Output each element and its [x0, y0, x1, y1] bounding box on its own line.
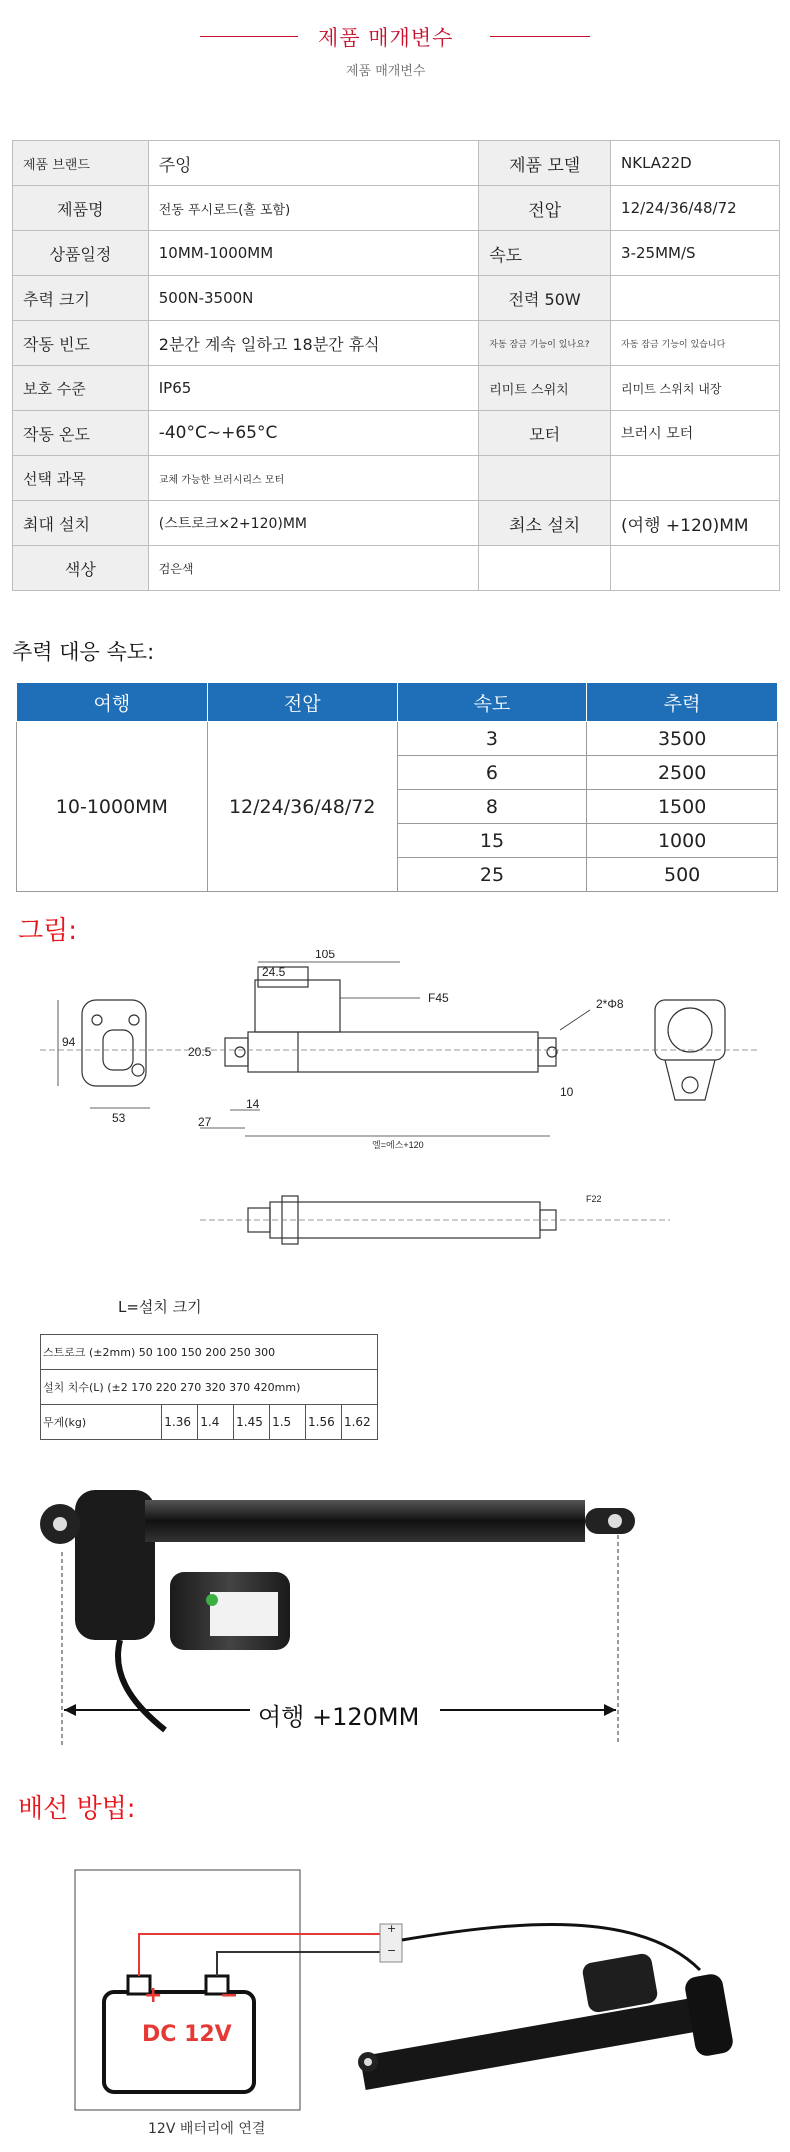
spec-value [611, 276, 780, 321]
battery-voltage-label: DC 12V [142, 2022, 232, 2047]
spec-value: 리미트 스위치 내장 [611, 366, 780, 411]
spec-row [13, 321, 780, 366]
travel-cell: 10-1000MM [17, 722, 208, 892]
spec-table [12, 140, 780, 591]
dim-20-5: 20.5 [188, 1045, 212, 1059]
spec-value: 3-25MM/S [611, 231, 780, 276]
page-subtitle: 제품 매개변수 [346, 64, 426, 79]
rod-end-hole-icon [608, 1514, 622, 1528]
photo-dimension-label: 여행 +120MM [258, 1703, 420, 1731]
dim-27: 27 [198, 1115, 212, 1129]
spec-row [13, 276, 780, 321]
spec-value: 자동 잠금 기능이 있습니다 [611, 321, 780, 366]
technical-drawing [0, 950, 790, 1280]
weight-cell: 1.56 [306, 1405, 342, 1440]
spec-label: 최대 설치 [13, 501, 149, 546]
dim-10: 10 [560, 1085, 574, 1099]
weight-label: 무게(kg) [41, 1405, 162, 1440]
mini-row [41, 1370, 378, 1405]
spec-label: 상품일정 [13, 231, 149, 276]
end-view-outline [655, 1000, 725, 1060]
spec-value: 2분간 계속 일하고 18분간 휴식 [148, 321, 479, 366]
spec-value: 전동 푸시로드(홀 포함) [148, 186, 479, 231]
mini-row [41, 1405, 378, 1440]
speed-header-row [17, 683, 778, 722]
dim-14: 14 [246, 1097, 260, 1111]
weight-cell: 1.45 [234, 1405, 270, 1440]
connector-plus-label: + [387, 1922, 397, 1935]
actuator-cable-icon [402, 1925, 700, 1970]
weight-cell: 1.36 [162, 1405, 198, 1440]
wiring-section-title: 배선 방법: [18, 1794, 136, 1824]
spec-label [479, 456, 611, 501]
speed-header: 여행 [17, 683, 208, 722]
speed-header: 추력 [587, 683, 778, 722]
spec-value: 교체 가능한 브러시리스 모터 [148, 456, 479, 501]
spec-label: 보호 수준 [13, 366, 149, 411]
mount-hole [132, 1064, 144, 1076]
spec-label: 추력 크기 [13, 276, 149, 321]
dim-f22: F22 [586, 1194, 602, 1204]
spec-value: 10MM-1000MM [148, 231, 479, 276]
header-rule-left [200, 36, 298, 37]
stroke-weight-table [40, 1334, 378, 1440]
wiring-caption: 12V 배터리에 연결 [148, 2121, 266, 2137]
battery-plus-label: + [144, 1983, 163, 2008]
thrust-cell: 2500 [587, 756, 778, 790]
spec-row [13, 366, 780, 411]
battery-minus-label: − [220, 1983, 239, 2008]
mount-hole [92, 1015, 102, 1025]
spec-label: 전압 [479, 186, 611, 231]
install-size-label: L=설치 크기 [118, 1298, 202, 1316]
tube-outline [248, 1032, 538, 1072]
dim-install: 엘=에스+120 [372, 1140, 424, 1150]
spec-label: 최소 설치 [479, 501, 611, 546]
tube-icon [145, 1500, 585, 1542]
dim-53: 53 [112, 1111, 126, 1125]
spec-value: 주잉 [148, 141, 479, 186]
speed-section-title: 추력 대응 속도: [12, 640, 155, 664]
mini-row [41, 1335, 378, 1370]
spec-value: NKLA22D [611, 141, 780, 186]
thrust-cell: 1000 [587, 824, 778, 858]
spec-value: 브러시 모터 [611, 411, 780, 456]
spec-label: 제품 브랜드 [13, 141, 149, 186]
speed-header: 속도 [397, 683, 587, 722]
speed-cell: 15 [397, 824, 587, 858]
gearbox-icon [75, 1490, 155, 1640]
wiring-diagram [0, 1840, 790, 2152]
thrust-cell: 3500 [587, 722, 778, 756]
spec-label: 제품명 [13, 186, 149, 231]
spec-value: 12/24/36/48/72 [611, 186, 780, 231]
dim-phi8: 2*Φ8 [596, 997, 624, 1011]
spec-value: -40°C~+65°C [148, 411, 479, 456]
header-rule-right [490, 36, 590, 37]
weight-cell: 1.62 [341, 1405, 377, 1440]
spec-value: (여행 +120)MM [611, 501, 780, 546]
dim-105: 105 [315, 950, 336, 961]
speed-cell: 6 [397, 756, 587, 790]
spec-row [13, 231, 780, 276]
spec-value [611, 546, 780, 591]
speed-cell: 25 [397, 858, 587, 892]
dim-94: 94 [62, 1035, 76, 1049]
mount-plate-outline [82, 1000, 146, 1086]
speed-header: 전압 [207, 683, 397, 722]
mount-hole [129, 1015, 139, 1025]
spec-label: 제품 모델 [479, 141, 611, 186]
spec-label: 속도 [479, 231, 611, 276]
spec-label: 색상 [13, 546, 149, 591]
weight-cell: 1.5 [270, 1405, 306, 1440]
spec-value: (스트로크×2+120)MM [148, 501, 479, 546]
black-wire [217, 1952, 395, 1976]
cable-icon [118, 1640, 165, 1730]
spec-row [13, 546, 780, 591]
spec-value: 검은색 [148, 546, 479, 591]
spec-label: 자동 잠금 기능이 있나요? [479, 321, 611, 366]
spec-row [13, 501, 780, 546]
thrust-cell: 1500 [587, 790, 778, 824]
dim-f45: F45 [428, 991, 449, 1005]
spec-value [611, 456, 780, 501]
spec-label: 작동 온도 [13, 411, 149, 456]
voltage-cell: 12/24/36/48/72 [207, 722, 397, 892]
speed-table [16, 682, 778, 892]
speed-row [17, 722, 778, 756]
spec-row [13, 141, 780, 186]
spec-label [479, 546, 611, 591]
install-row: 설치 치수(L) (±2 170 220 270 320 370 420mm) [41, 1370, 378, 1405]
rear-hole-icon [53, 1517, 67, 1531]
spec-label: 리미트 스위치 [479, 366, 611, 411]
speed-cell: 3 [397, 722, 587, 756]
actuator-body-icon [360, 1994, 720, 2090]
spec-row [13, 456, 780, 501]
thrust-cell: 500 [587, 858, 778, 892]
spec-label: 모터 [479, 411, 611, 456]
page-title: 제품 매개변수 [318, 26, 454, 50]
spec-row [13, 186, 780, 231]
spec-label: 전력 50W [479, 276, 611, 321]
spec-label: 작동 빈도 [13, 321, 149, 366]
drawing-section-title: 그림: [18, 916, 77, 946]
spec-value: 500N-3500N [148, 276, 479, 321]
connector-minus-label: − [387, 1944, 397, 1957]
speed-cell: 8 [397, 790, 587, 824]
dim-24-5: 24.5 [262, 965, 286, 979]
stroke-row: 스트로크 (±2mm) 50 100 150 200 250 300 [41, 1335, 378, 1370]
spec-label: 선택 과목 [13, 456, 149, 501]
weight-cell: 1.4 [198, 1405, 234, 1440]
spec-value: IP65 [148, 366, 479, 411]
actuator-motor-icon [581, 1952, 659, 2013]
motor-outline [255, 980, 340, 1032]
spec-row [13, 411, 780, 456]
